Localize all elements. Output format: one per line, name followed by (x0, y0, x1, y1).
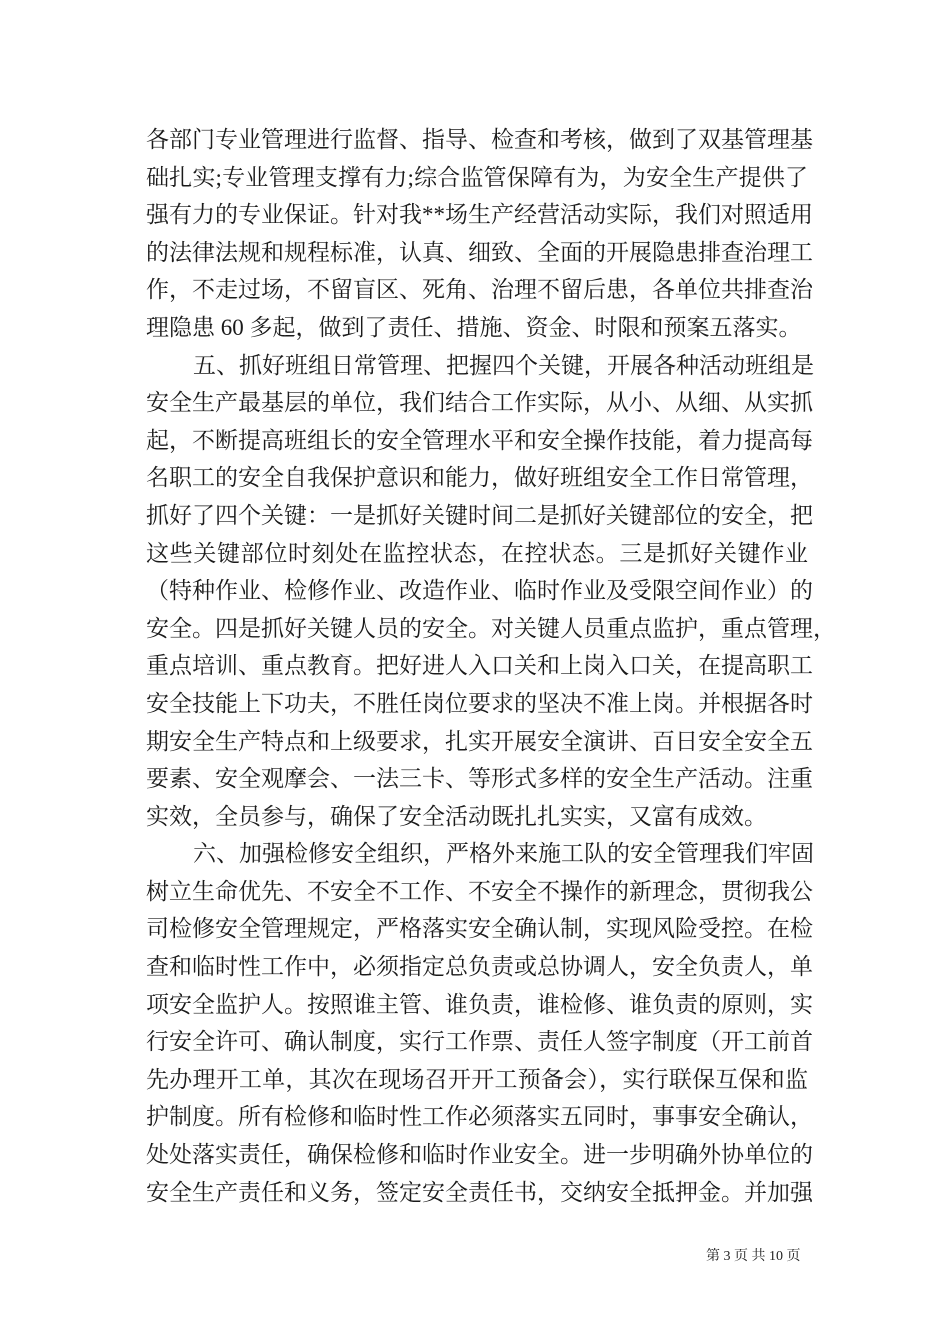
text-line: 处处落实责任，确保检修和临时作业安全。进一步明确外协单位的 (146, 1142, 813, 1168)
text-line: 树立生命优先、不安全不工作、不安全不操作的新理念，贯彻我公 (146, 878, 813, 904)
text-line: 安全生产责任和义务，签定安全责任书，交纳安全抵押金。并加强 (146, 1179, 813, 1205)
text-line: 司检修安全管理规定，严格落实安全确认制，实现风险受控。在检 (146, 916, 813, 942)
text-line: 安全生产最基层的单位，我们结合工作实际，从小、从细、从实抓 (146, 390, 813, 416)
text-line: 起，不断提高班组长的安全管理水平和安全操作技能，着力提高每 (146, 427, 813, 453)
text-line: 期安全生产特点和上级要求，扎实开展安全演讲、百日安全安全五 (146, 728, 813, 754)
text-line: 作，不走过场，不留盲区、死角、治理不留后患，各单位共排查治 (146, 277, 813, 303)
text-line: 安全技能上下功夫，不胜任岗位要求的坚决不准上岗。并根据各时 (146, 690, 813, 716)
text-line: 先办理开工单，其次在现场召开开工预备会），实行联保互保和监 (146, 1066, 808, 1092)
text-line: 重点培训、重点教育。把好进人入口关和上岗入口关，在提高职工 (146, 653, 813, 679)
paragraph-section-five (146, 347, 836, 836)
text-line: 的法律法规和规程标准，认真、细致、全面的开展隐患排查治理工 (146, 239, 813, 265)
text-line: 实效，全员参与，确保了安全活动既扎扎实实，又富有成效。 (146, 803, 767, 829)
paragraph-continuation (146, 121, 813, 347)
section-heading-line: 五、抓好班组日常管理、把握四个关键，开展各种活动班组是 (193, 352, 814, 378)
text-line: 抓好了四个关键：一是抓好关键时间二是抓好关键部位的安全，把 (146, 502, 813, 528)
text-line: 名职工的安全自我保护意识和能力，做好班组安全工作日常管理， (146, 465, 813, 491)
text-line: 要素、安全观摩会、一法三卡、等形式多样的安全生产活动。注重 (146, 766, 813, 792)
text-line: 这些关键部位时刻处在监控状态，在控状态。三是抓好关键作业 (146, 540, 808, 566)
document-body (146, 121, 836, 1211)
page-number-footer: 第 3 页 共 10 页 (706, 1249, 801, 1264)
text-line: （特种作业、检修作业、改造作业、临时作业及受限空间作业）的 (146, 578, 813, 604)
text-line: 理隐患 60 多起，做到了责任、措施、资金、时限和预案五落实。 (146, 314, 802, 340)
text-line: 础扎实;专业管理支撑有力;综合监管保障有为，为安全生产提供了 (146, 164, 808, 190)
text-line: 强有力的专业保证。针对我**场生产经营活动实际，我们对照适用 (146, 202, 813, 228)
text-line: 护制度。所有检修和临时性工作必须落实五同时，事事安全确认， (146, 1104, 813, 1130)
section-heading-line: 六、加强检修安全组织，严格外来施工队的安全管理我们牢固 (193, 841, 814, 867)
text-line: 查和临时性工作中，必须指定总负责或总协调人，安全负责人，单 (146, 954, 813, 980)
text-line: 各部门专业管理进行监督、指导、检查和考核，做到了双基管理基 (146, 127, 813, 152)
text-line: 项安全监护人。按照谁主管、谁负责，谁检修、谁负责的原则，实 (146, 991, 813, 1017)
text-line: 安全。四是抓好关键人员的安全。对关键人员重点监护，重点管理， (146, 615, 836, 641)
paragraph-section-six (146, 835, 814, 1211)
text-line: 行安全许可、确认制度，实行工作票、责任人签字制度（开工前首 (146, 1029, 813, 1055)
